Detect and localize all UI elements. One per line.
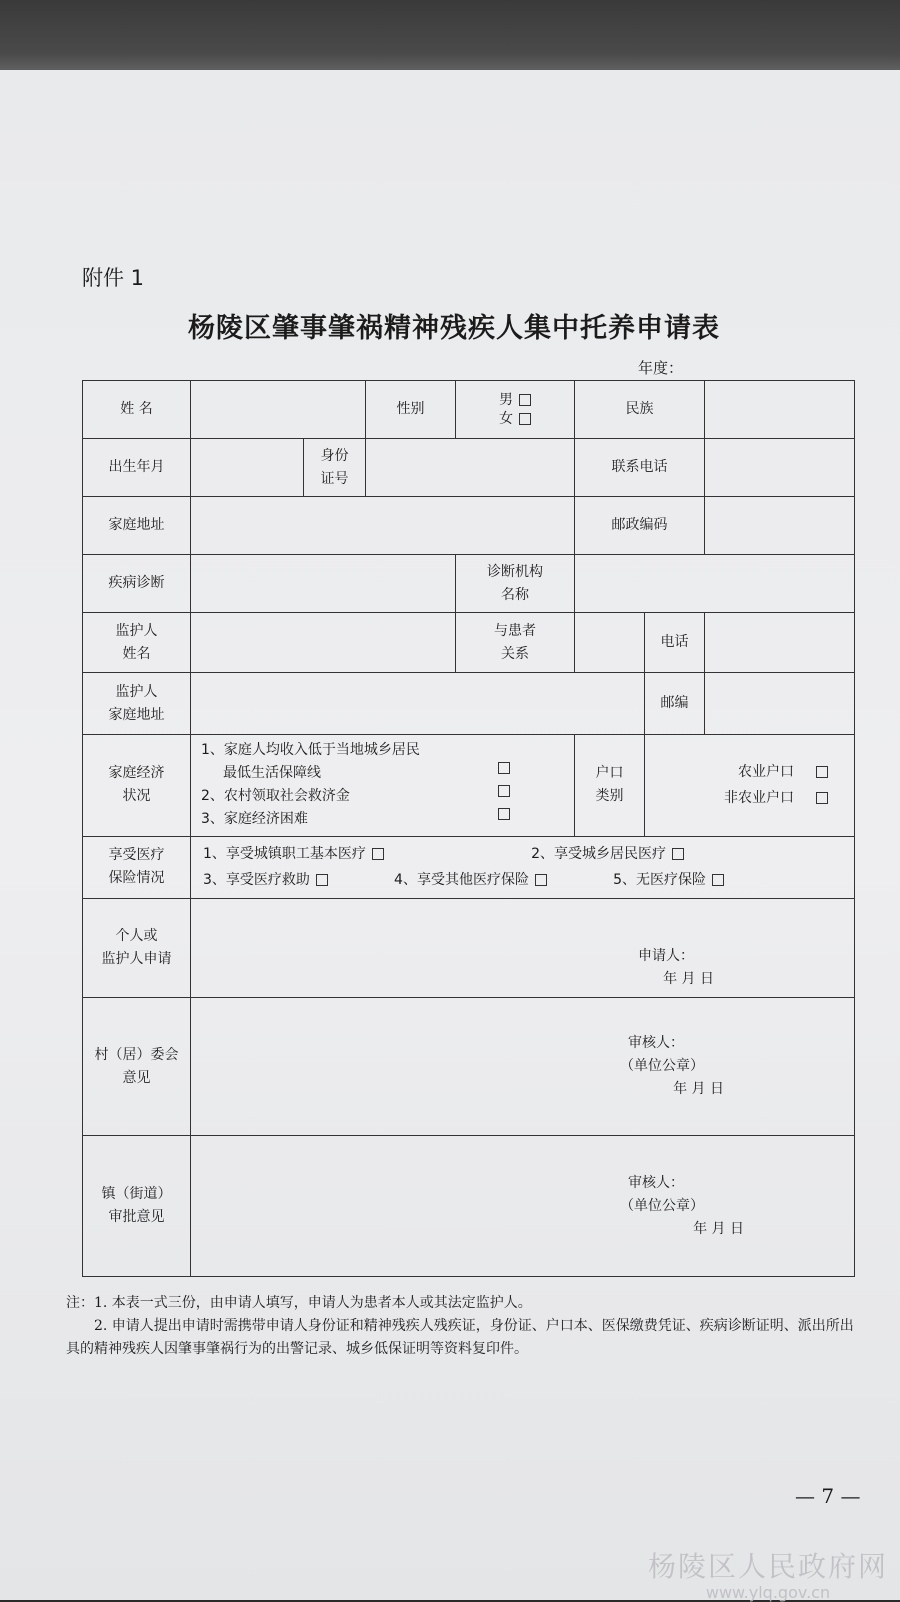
postcode-field[interactable] [705,497,855,555]
application-area[interactable] [191,898,855,997]
male-checkbox[interactable] [519,394,531,406]
economic-checkbox-1[interactable] [498,762,510,774]
economic-label-line1: 家庭经济 [108,765,165,782]
female-checkbox[interactable] [519,413,531,425]
id-label-line2: 证号 [320,470,349,487]
village-reviewer-label: 审核人： [628,1035,684,1052]
hukou-options [645,735,855,837]
table-row [83,735,855,837]
town-label [83,1136,191,1277]
guardian-address-label-line2: 家庭地址 [108,706,165,723]
male-label: 男 [499,391,513,408]
diag-org-field[interactable] [575,555,855,613]
gender-label: 性别 [366,381,456,439]
town-seal-label: （单位公章） [620,1197,704,1214]
insurance-option-3: 3、享受医疗救助 [203,872,310,889]
table-row [83,898,855,997]
birth-label: 出生年月 [83,439,191,497]
insurance-option-4: 4、享受其他医疗保险 [394,872,529,889]
page-title: 杨陵区肇事肇祸精神残疾人集中托养申请表 [188,313,720,344]
insurance-label-line1: 享受医疗 [108,847,165,864]
diag-org-label-line2: 名称 [501,586,529,603]
economic-label [83,735,191,837]
village-seal-label: （单位公章） [620,1058,704,1075]
ethnicity-field[interactable] [705,381,855,439]
hukou-label [575,735,645,837]
economic-option-1-cont: 最低生活保障线 [223,765,321,782]
table-row [83,613,855,673]
diag-org-label-line1: 诊断机构 [487,563,543,580]
relation-label-line2: 关系 [501,645,529,662]
tel-label: 电话 [645,613,705,673]
watermark-name: 杨陵区人民政府网 [648,1550,889,1583]
hukou-option-agri: 农业户口 [738,764,794,781]
female-label: 女 [499,410,513,427]
town-approval-area[interactable] [191,1136,855,1277]
id-label-line1: 身份 [320,447,349,464]
application-label-line1: 个人或 [115,928,158,945]
table-row [83,1136,855,1277]
relation-label [456,613,575,673]
relation-label-line1: 与患者 [494,622,536,639]
insurance-option-2: 2、享受城乡居民医疗 [531,846,666,863]
table-row [83,555,855,613]
insurance-option-1: 1、享受城镇职工基本医疗 [203,846,366,863]
relation-field[interactable] [575,613,645,673]
town-label-line1: 镇（街道） [101,1186,172,1203]
economic-label-line2: 状况 [122,788,151,805]
watermark-url: www.ylq.gov.cn [705,1583,831,1602]
postcode-label: 邮政编码 [575,497,705,555]
note-2: 2. 申请人提出申请时需携带申请人身份证和精神残疾人残疾证，身份证、户口本、医保缴费凭证、疾病诊断证明、派出所出具的精神残疾人因肇事肇祸行为的出警记录、城乡低保证明等资料复印件。 [66,1318,854,1357]
notes-section [66,1292,856,1361]
phone-label: 联系电话 [575,439,705,497]
insurance-checkbox-2[interactable] [672,848,684,860]
village-date: 年 月 日 [673,1081,724,1098]
phone-field[interactable] [705,439,855,497]
year-label: 年度： [638,359,684,377]
village-opinion-area[interactable] [191,998,855,1136]
name-label: 姓 名 [83,381,191,439]
hukou-option-nonagri: 非农业户口 [724,790,794,807]
insurance-checkbox-4[interactable] [535,874,547,886]
town-label-line2: 审批意见 [108,1209,165,1226]
gender-options [456,381,575,439]
table-row [83,836,855,898]
table-row [83,673,855,735]
hukou-checkbox-agri[interactable] [816,766,828,778]
village-label [83,998,191,1136]
address-field[interactable] [191,497,575,555]
hukou-label-line1: 户口 [595,765,624,782]
note-1: 注：1. 本表一式三份，由申请人填写，申请人为患者本人或其法定监护人。 [66,1295,532,1311]
hukou-checkbox-nonagri[interactable] [816,792,828,804]
zip-field[interactable] [705,673,855,735]
economic-checkbox-2[interactable] [498,785,510,797]
watermark [648,1545,888,1602]
economic-options [191,735,575,837]
guardian-name-field[interactable] [191,613,456,673]
economic-option-1: 1、家庭人均收入低于当地城乡居民 [201,742,420,759]
town-reviewer-label: 审核人： [628,1174,684,1191]
birth-field[interactable] [191,439,304,497]
id-label [304,439,366,497]
insurance-options [191,836,855,898]
attachment-label: 附件 1 [82,266,145,290]
guardian-name-label [83,613,191,673]
hukou-label-line2: 类别 [595,788,624,805]
diagnosis-field[interactable] [191,555,456,613]
ethnicity-label: 民族 [575,381,705,439]
village-label-line2: 意见 [122,1069,151,1086]
insurance-checkbox-5[interactable] [712,874,724,886]
insurance-label-line2: 保险情况 [108,870,165,887]
economic-option-2: 2、农村领取社会救济金 [201,788,350,805]
economic-checkbox-3[interactable] [498,808,510,820]
guardian-address-label [83,673,191,735]
id-field[interactable] [366,439,575,497]
village-label-line1: 村（居）委会 [94,1046,179,1063]
application-form-table [82,380,855,1277]
table-row [83,497,855,555]
insurance-checkbox-3[interactable] [316,874,328,886]
address-label: 家庭地址 [83,497,191,555]
town-date: 年 月 日 [693,1220,744,1237]
table-row [83,381,855,439]
application-label-line2: 监护人申请 [101,951,172,968]
guardian-name-label-line1: 监护人 [115,622,158,639]
name-field[interactable] [191,381,366,439]
economic-option-3: 3、家庭经济困难 [201,811,308,828]
insurance-option-5: 5、无医疗保险 [613,872,706,889]
guardian-name-label-line2: 姓名 [122,645,151,662]
insurance-checkbox-1[interactable] [372,848,384,860]
diag-org-label [456,555,575,613]
applicant-label: 申请人： [638,948,694,965]
page-number: — 7 — [795,1484,861,1508]
diagnosis-label: 疾病诊断 [83,555,191,613]
application-label [83,898,191,997]
table-row [83,998,855,1136]
tel-field[interactable] [705,613,855,673]
guardian-address-label-line1: 监护人 [115,683,158,700]
guardian-address-field[interactable] [191,673,645,735]
zip-label: 邮编 [645,673,705,735]
table-row [83,439,855,497]
insurance-label [83,836,191,898]
application-date: 年 月 日 [663,971,714,988]
